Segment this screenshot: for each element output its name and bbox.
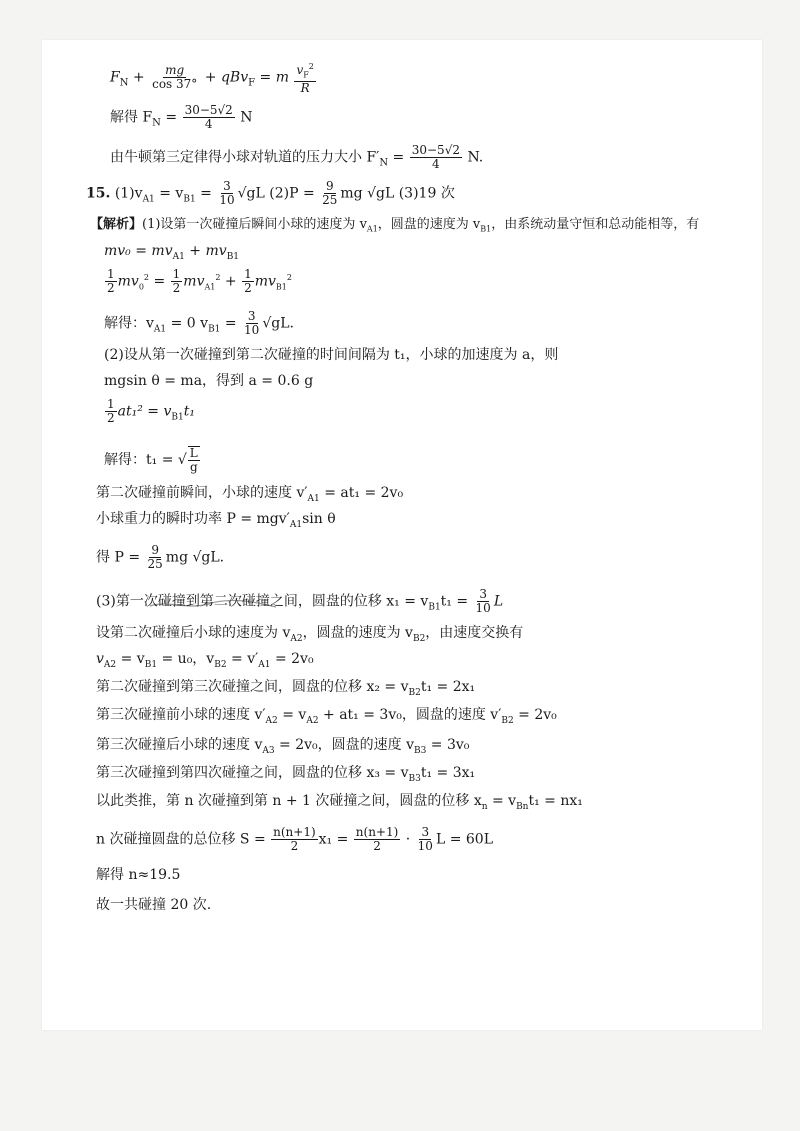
text-line: 第二次碰撞前瞬间，小球的速度 $v'_{A1} = at_1 = 2v_0$ [96,485,404,504]
analysis-line: 【解析】(1)设第一次碰撞后瞬间小球的速度为 $v_{A1}$，圆盘的速度为 $v_{B1}$，由系统动量守恒和总动能相等，有 [90,217,700,234]
text-line: 小球重力的瞬时功率 $P = mgv'_{A1}\sin$ θ [96,511,336,530]
text-line: mgsin θ = ma，得到 a = 0.6 g [104,373,314,389]
pen-scribble [148,598,278,612]
text-line: 解得 n≈19.5 [96,867,181,883]
equation-line: $\frac{1}{2}$ $mv_0^2$ = $\frac{1}{2}$ $mv_{A1}^2$ + $\frac{1}{2}$ $mv_{B1}^2$ [107,267,292,295]
text-line: 第三次碰撞后小球的速度 $v_{A3} = 2v_0$，圆盘的速度 $v_{B3} = 3v_0$ [96,737,470,756]
text-line: 设第二次碰撞后小球的速度为 $v_{A2}$，圆盘的速度为 $v_{B2}$，由速度交换有 [96,625,524,644]
equation-line: $\frac{1}{2}$ $at_1^2 = v_{B1}t_1$ [107,397,195,425]
equation-line: 解得：t₁ = √ $\frac{L}{g}$ [104,446,198,474]
text-line: 以此类推，第 n 次碰撞到第 n + 1 次碰撞之间，圆盘的位移 $x_n = v_{Bn}t_1 = nx_1$ [96,793,583,812]
equation-line: 得 P = $\frac{9}{25}$ mg √gL. [96,543,225,571]
equation-line: 解得 $F_N$ = $\frac{30-5√2}{4}$ N [110,103,253,131]
text-line: 第二次碰撞到第三次碰撞之间，圆盘的位移 $x_2 = v_{B2}t_1 = 2x_1$ [96,679,476,698]
equation-line: $mv_0 = mv_{A1} + mv_{B1}$ [104,243,240,262]
question-number: 15. [86,185,111,202]
answer-line: 15. $(1)v_{A1} = v_{B1}$ = $\frac{3}{10}$ √gL (2)P = $\frac{9}{25}$ mg √gL (3)19 次 [86,179,455,207]
text-line: (2)设从第一次碰撞到第二次碰撞的时间间隔为 t₁，小球的加速度为 a，则 [104,347,559,363]
equation-line: $v_{A2} = v_{B1} = u_0$，$v_{B2} = v'_{A1} = 2v_0$ [96,651,314,670]
equation-line: n 次碰撞圆盘的总位移 S = $\frac{n(n+1)}{2}$ x₁ = $\frac{n(n+1)}{2}$ · $\frac{3}{10}$ L = 60L [96,825,493,853]
equation-line: $F_N$ + $\frac{mg}{\cos 37^\circ}$ + qBv$_F$ = m $\frac{v_F^2}{R}$ [110,62,314,96]
equation-line: 解得：$v_{A1} = 0$ $v_{B1}$ = $\frac{3}{10}$ √gL. [104,309,294,337]
text-line: 故一共碰撞 20 次. [96,897,212,913]
text-line: (3)第一次碰撞到第二次碰撞之间，圆盘的位移 $x_1 = v_{B1}t_1$ = $\frac{3}{10}$ L [96,587,504,615]
text-line: 第三次碰撞到第四次碰撞之间，圆盘的位移 $x_3 = v_{B3}t_1 = 3x_1$ [96,765,476,784]
text-line: 第三次碰撞前小球的速度 $v'_{A2} = v_{A2} + at_1 = 3v_0$，圆盘的速度 $v'_{B2} = 2v_0$ [96,707,557,726]
text-line: 由牛顿第三定律得小球对轨道的压力大小 $F'_N$ = $\frac{30-5√2}{4}$ N. [110,143,484,171]
